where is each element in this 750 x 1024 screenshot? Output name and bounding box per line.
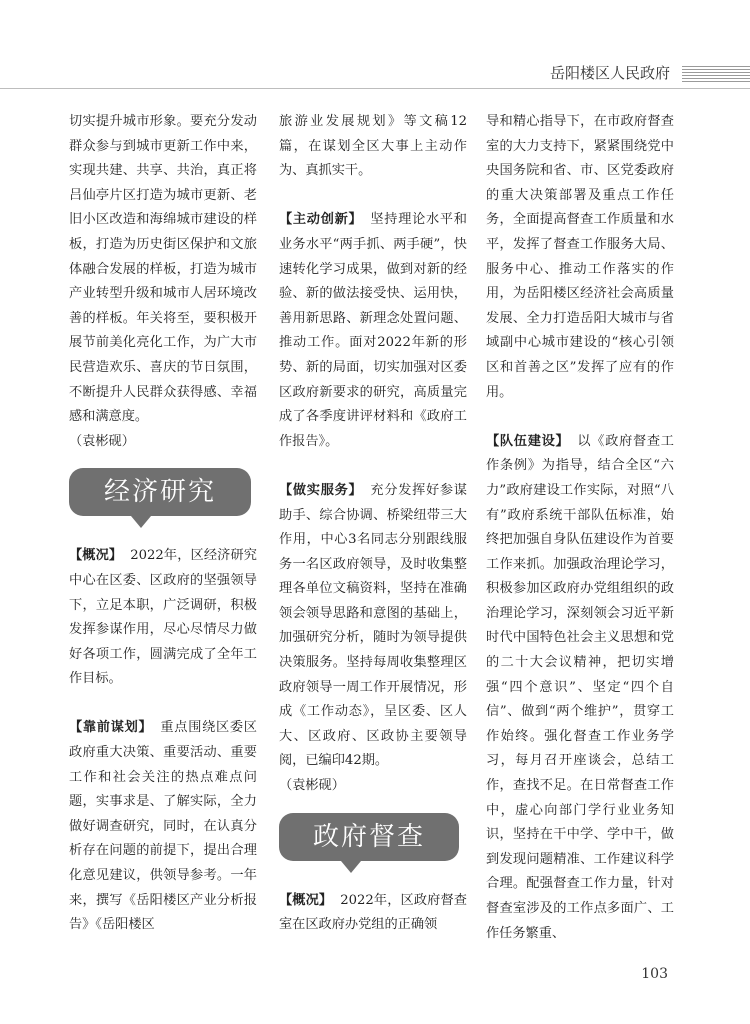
paragraph-lead: 【概况】 (279, 892, 333, 908)
section-heading-economic-research (69, 468, 251, 516)
header-title: 岳阳楼区人民政府 (549, 64, 670, 82)
paragraph: 【概况】 2022年，区经济研究中心在区委、区政府的坚强领导下，立足本职，广泛调研，积极发挥参谋作用，尽心尽情尽力做好各项工作，圆满完成了全年工作目标。 (69, 548, 257, 687)
heading-pointer (341, 861, 361, 873)
paragraph: 旅游业发展规划》等文稿12篇，在谋划全区大事上主动作为、真抓实干。 (279, 114, 467, 179)
paragraph: 【概况】 2022年，区政府督查室在区政府办党组的正确领 (279, 892, 467, 933)
section-heading-government-supervision (279, 813, 459, 861)
author-credit: （袁彬砚） (69, 433, 135, 449)
section-title: 经济研究 (103, 477, 216, 508)
paragraph-lead: 【概况】 (69, 548, 123, 564)
heading-pointer (131, 516, 151, 528)
column-2 (279, 110, 467, 938)
header-rule (0, 88, 750, 89)
paragraph-lead: 【靠前谋划】 (69, 720, 153, 736)
paragraph: 【主动创新】 坚持理论水平和业务水平“两手抓、两手硬”，快速转化学习成果，做到对新的经验、新的做法接受快、运用快，善用新思路、新理念处置问题、推动工作。面对2022年新的形势、新的局面，切实加强对区委区政府新要求的研究，高质量完成了各季度讲评材料和《政府工作报告》。 (279, 212, 467, 449)
author-credit: （袁彬砚） (279, 778, 345, 794)
paragraph: 【队伍建设】 以《政府督查工作条例》为指导，结合全区“六力”政府建设工作实际，对照“八有”政府系统干部队伍标准，始终把加强自身队伍建设作为首要工作来抓。加强政治理论学习，积极参加区政府办党组组织的政治理论学习，深刻领会习近平新时代中国特色社会主义思想和党的二十大会议精神，把切实增强“四个意识”、坚定“四个自信”、做到“两个维护”，贯穿工作始终。强化督查工作业务学习，每月召开座谈会，总结工作，查找不足。在日常督查工作中，虚心向部门学行业业务知识，坚持在干中学、学中干，做到发现问题精准、工作建议科学合理。配强督查工作力量，针对督查室涉及的工作点多面广、工作任务繁重、 (486, 433, 674, 941)
paragraph: 导和精心指导下，在市政府督查室的大力支持下，紧紧围绕党中央国务院和省、市、区党委政府的重大决策部署及重点工作任务，全面提高督查工作质量和水平，发挥了督查工作服务大局、服务中心、推动工作落实的作用，为岳阳楼区经济社会高质量发展、全力打造岳阳大城市与省域副中心城市建设的“核心引领区和首善之区”发挥了应有的作用。 (486, 114, 674, 400)
header-stripes-decoration (682, 66, 750, 82)
paragraph: 切实提升城市形象。要充分发动群众参与到城市更新工作中来，实现共建、共享、共治，真正将吕仙亭片区打造为城市更新、老旧小区改造和海绵城市建设的样板，打造为历史街区保护和文旅体融合发展的样板，打造为城市产业转型升级和城市人居环境改善的样板。年关将至，要积极开展节前美化亮化工作，为广大市民营造欢乐、喜庆的节日氛围，不断提升人民群众获得感、幸福感和满意度。 (69, 114, 257, 425)
paragraph: 【靠前谋划】 重点围绕区委区政府重大决策、重要活动、重要工作和社会关注的热点难点问题，实事求是、了解实际，全力做好调查研究，同时，在认真分析存在问题的前提下，提出合理化意见建议，供领导参考。一年来，撰写《岳阳楼区产业分析报告》《岳阳楼区 (69, 720, 257, 933)
page-number: 103 (641, 966, 668, 982)
paragraph-lead: 【做实服务】 (279, 482, 363, 498)
paragraph-lead: 【队伍建设】 (486, 433, 570, 449)
section-title: 政府督查 (312, 821, 425, 852)
paragraph-lead: 【主动创新】 (279, 212, 363, 228)
column-3 (486, 110, 674, 946)
paragraph: 【做实服务】 充分发挥好参谋助手、综合协调、桥梁纽带三大作用，中心3名同志分别跟线服务一名区政府领导，及时收集整理各单位文稿资料，坚持在准确领会领导思路和意图的基础上，加强研究分析，随时为领导提供决策服务。坚持每周收集整理区政府领导一周工作开展情况，形成《工作动态》，呈区委、区人大、区政府、区政协主要领导阅，已编印42期。 (279, 482, 467, 769)
column-1 (69, 110, 257, 938)
